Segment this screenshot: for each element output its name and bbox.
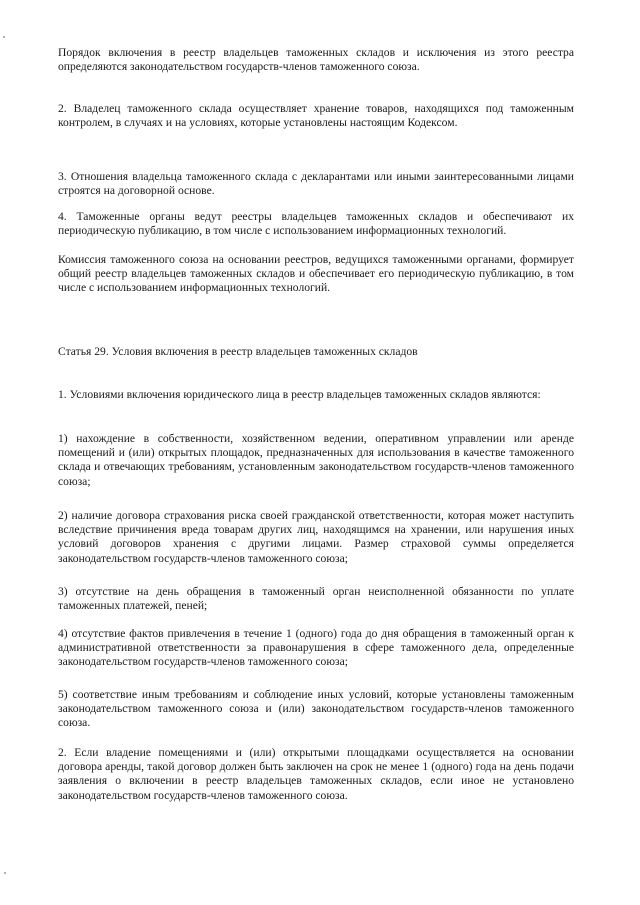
paragraph-conditions-intro: 1. Условиями включения юридического лица в реестр владельцев таможенных складов являются: <box>58 388 541 401</box>
paragraph-owner-storage: 2. Владелец таможенного склада осуществляет хранение товаров, находящихся под таможенным контролем, в случаях и на условиях, которые установлены настоящим Кодексом. <box>58 102 574 130</box>
paragraph-register-procedure: Порядок включения в реестр владельцев таможенных складов и исключения из этого реестра определяются законодательством государств-членов таможенного союза. <box>58 46 574 74</box>
paragraph-lease-term: 2. Если владение помещениями и (или) открытыми площадками осуществляется на основании договора аренды, такой договор должен быть заключен на срок не менее 1 (одного) года на день подачи заявления о включении в реестр владельцев таможенных складов, если иное не установлено законодательством государств-членов таможенного союза. <box>58 746 574 802</box>
scan-speck <box>4 872 6 874</box>
paragraph-condition-5: 5) соответствие иным требованиям и соблюдение иных условий, которые установлены таможенным законодательством таможенного союза и (или) законодательством государств-членов таможенного союза. <box>58 688 574 730</box>
article-29-heading: Статья 29. Условия включения в реестр владельцев таможенных складов <box>58 345 418 358</box>
paragraph-condition-1: 1) нахождение в собственности, хозяйственном ведении, оперативном управлении или аренде помещений и (или) открытых площадок, предназначенных для использования в качестве таможенного склада и отвечающих требованиям, установленным законодательством государств-членов таможенного союза; <box>58 432 574 488</box>
scan-speck <box>3 36 5 38</box>
paragraph-condition-2: 2) наличие договора страхования риска своей гражданской ответственности, которая может наступить вследствие причинения вреда товарам других лиц, находящимся на хранении, или нарушения иных условий договоров хранения с другими лицами. Размер страховой суммы определяется законодательством государств-членов таможенного союза; <box>58 509 574 565</box>
paragraph-condition-3: 3) отсутствие на день обращения в таможенный орган неисполненной обязанности по уплате таможенных платежей, пеней; <box>58 585 574 613</box>
paragraph-owner-relations: 3. Отношения владельца таможенного склада с декларантами или иными заинтересованными лицами строятся на договорной основе. <box>58 170 574 198</box>
paragraph-condition-4: 4) отсутствие фактов привлечения в течение 1 (одного) года до дня обращения в таможенный орган к административной ответственности за правонарушения в сфере таможенного дела, определенные законодательством государств-членов таможенного союза; <box>58 627 574 669</box>
paragraph-registers-publication: 4. Таможенные органы ведут реестры владельцев таможенных складов и обеспечивают их периодическую публикацию, в том числе с использованием информационных технологий. <box>58 210 574 238</box>
paragraph-commission-register: Комиссия таможенного союза на основании реестров, ведущихся таможенными органами, формирует общий реестр владельцев таможенных складов и обеспечивает его периодическую публикацию, в том числе с использованием информационных технологий. <box>58 253 574 295</box>
